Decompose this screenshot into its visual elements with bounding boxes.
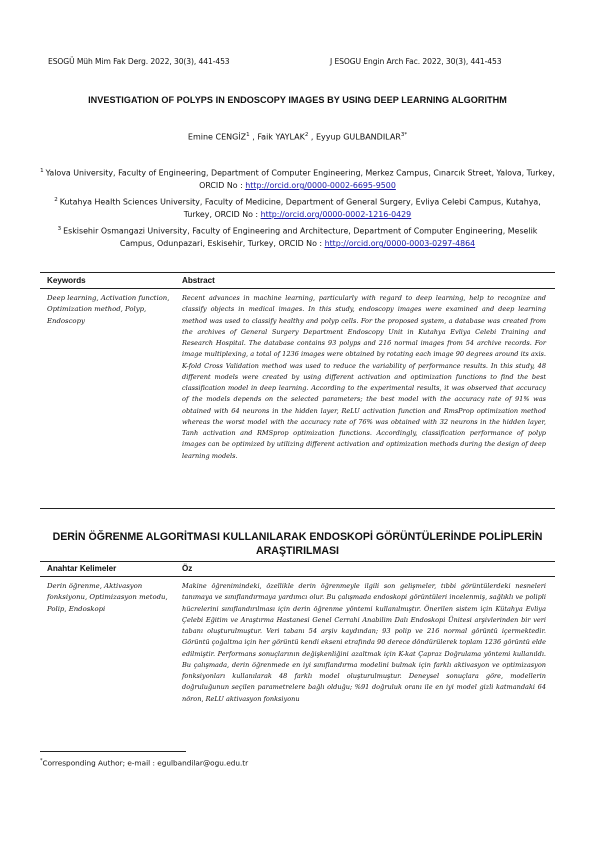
- affiliation-number: 3: [57, 226, 62, 232]
- turkish-table-header-rule: [40, 576, 555, 577]
- keywords-text: Deep learning, Activation function, Optimization method, Polyp, Endoscopy: [47, 294, 170, 325]
- affiliation-text: Eskisehir Osmangazi University, Faculty of Engineering and Architecture, Department of Computer Engineering, Meselik Campus, Odunpazari, Eskisehir, Turkey, ORCID No :: [63, 226, 538, 249]
- orcid-link[interactable]: http://orcid.org/0000-0002-6695-9500: [245, 181, 396, 191]
- author-name: Emine CENGİZ: [187, 132, 247, 142]
- turkish-title: DERİN ÖĞRENME ALGORİTMASI KULLANILARAK ENDOSKOPİ GÖRÜNTÜLERİNDE POLİPLERİN ARAŞTIRILMASI: [52, 531, 543, 557]
- journal-header-english: J ESOGU Engin Arch Fac. 2022, 30(3), 441-453: [330, 57, 502, 66]
- affiliation-number: 2: [54, 197, 58, 203]
- affiliation: [40, 194, 555, 221]
- footnote-text: Corresponding Author; e-mail : egulbandilar@ogu.edu.tr: [42, 758, 249, 768]
- keywords-heading: Keywords: [47, 276, 86, 285]
- table-top-rule: [40, 272, 555, 273]
- affiliation: [40, 165, 555, 192]
- turkish-table-top-rule: [40, 561, 555, 562]
- orcid-link[interactable]: http://orcid.org/0000-0002-1216-0429: [260, 210, 412, 220]
- author-affiliation-mark: 1: [246, 132, 250, 138]
- author-affiliation-mark: 2: [304, 132, 309, 138]
- footnote-rule: [40, 751, 186, 752]
- turkish-keywords-heading: Anahtar Kelimeler: [47, 564, 117, 573]
- affiliation-text: Kutahya Health Sciences University, Faculty of Medicine, Department of General Surgery, Evliya Celebi Campus, Kutahya, Turkey, ORCID No :: [59, 197, 541, 220]
- table-header-rule: [40, 288, 555, 289]
- author-name: Eyyup GULBANDILAR: [315, 132, 401, 142]
- affiliation: [40, 223, 555, 250]
- turkish-abstract-heading: Öz: [182, 564, 193, 573]
- paper-title: INVESTIGATION OF POLYPS IN ENDOSCOPY IMAGES BY USING DEEP LEARNING ALGORITHM: [88, 95, 507, 105]
- footnote-mark: *: [40, 758, 43, 764]
- table-bottom-rule: [40, 508, 555, 509]
- affiliation-number: 1: [40, 168, 44, 174]
- turkish-keywords-text: Derin öğrenme, Aktivasyon fonksiyonu, Optimizasyon metodu, Polip, Endoskopi: [47, 582, 168, 613]
- abstract-heading: Abstract: [182, 276, 215, 285]
- journal-header-turkish: ESOGÜ Müh Mim Fak Derg. 2022, 30(3), 441-453: [48, 57, 230, 66]
- affiliation-text: Yalova University, Faculty of Engineering, Department of Computer Engineering, Merkez Campus, Cınarcık Street, Yalova, Turkey, ORCID No :: [45, 168, 555, 191]
- corresponding-author-footnote: [40, 758, 248, 767]
- author-name: Faik YAYLAK: [257, 132, 305, 142]
- author-list: [0, 132, 595, 142]
- abstract-text: Recent advances in machine learning, particularly with regard to deep learning, help to recognize and classify objects in medical images. In this study, endoscopy images were examined and deep learning method was used to classify healthy and polyp cells. For the proposed system, a database was created from the archives of General Surgery Department Endoscopy Unit in Kutahya Evliya Celebi Training and Research Hospital. The database contains 93 polyps and 216 normal images from 54 archive records. For image multiplexing, a total of 1236 images were obtained by rotating each image 90 degrees around its axis. K-fold Cross Validation method was used to reduce the variability of performance results. In this study, 48 different models were created by using different activation and optimization functions to find the best classification model in deep learning. According to the experimental results, it was observed that accuracy of the models depends on the selected parameters; the best model with the accuracy rate of 91% was obtained with 64 neurons in the hidden layer, ReLU activation function and RmsProp optimization method whereas the worst model with the accuracy rate of 76% was obtained with 32 neurons in the hidden layer, Tanh activation and RMSprop optimization functions. Accordingly, classification performance of polyp images can be optimized by utilizing different activation and optimization methods during the design of deep learning models.: [182, 294, 546, 460]
- turkish-abstract-text: Makine öğrenimindeki, özellikle derin öğrenmeyle ilgili son gelişmeler, tıbbi görüntülerdeki nesneleri tanımaya ve sınıflandırmaya yardımcı olur. Bu çalışmada endoskopi görüntüleri incelenmiş, sağlıklı ve polipli hücrelerini sınıflandırılması için derin öğrenme yöntemi kullanılmıştır. Önerilen sistem için Kütahya Evliya Çelebi Eğitim ve Araştırma Hastanesi Genel Cerrahi Anabilim Dalı Endoskopi Ünitesi arşivlerinden bir veri tabanı oluşturulmuştur. Veri tabanı 54 arşiv kaydından; 93 polip ve 216 normal görüntü içermektedir. Görüntü çoğaltma için her görüntü kendi ekseni etrafında 90 derece döndürülerek toplam 1236 görüntü elde edilmiştir. Performans sonuçlarının değişkenliğini azaltmak için K-kat Çapraz Doğrulama yöntemi kullanıldı. Bu çalışmada, derin öğrenmede en iyi sınıflandırma modelini bulmak için farklı aktivasyon ve optimizasyon fonksiyonları kullanılarak 48 farklı model oluşturulmuştur. Deneysel sonuçlara göre, modellerin doğruluğunun seçilen parametrelere bağlı olduğu; %91 doğruluk oranı ile en iyi model gizli katmandaki 64 nöron, ReLU aktivasyon fonksiyonu: [182, 582, 546, 703]
- author-affiliation-mark: 3*: [400, 132, 408, 138]
- orcid-link[interactable]: http://orcid.org/0000-0003-0297-4864: [324, 239, 476, 249]
- author-separator: ,: [308, 132, 316, 142]
- author-separator: ,: [249, 132, 258, 142]
